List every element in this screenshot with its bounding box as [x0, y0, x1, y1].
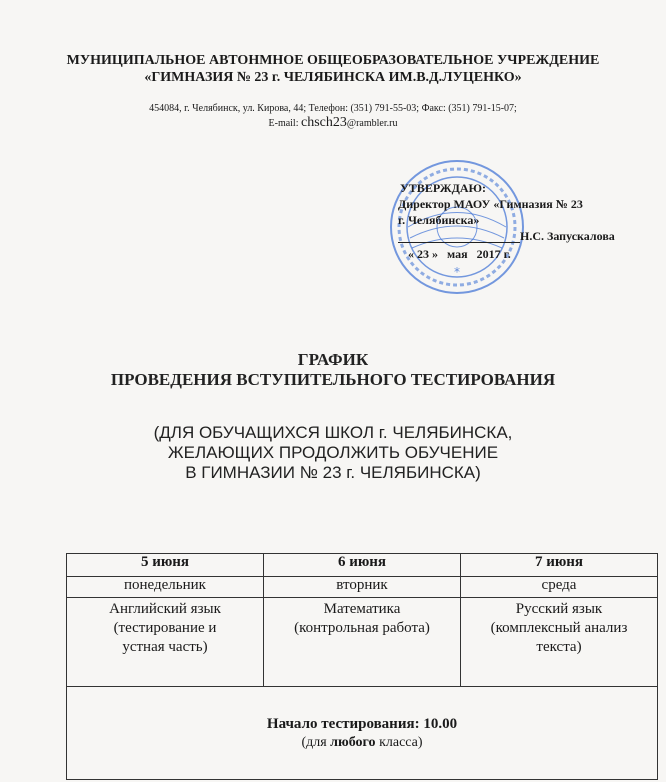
approval-date-day: « 23 » [408, 247, 438, 261]
stamp-asterisk: * [454, 265, 460, 279]
document-title-line1: ГРАФИК [297, 350, 369, 369]
document-subtitle-line1: (ДЛЯ ОБУЧАЩИХСЯ ШКОЛ г. ЧЕЛЯБИНСКА, [153, 423, 513, 442]
subject-name: Английский язык [109, 601, 221, 617]
subject-detail: (комплексный анализ [490, 620, 628, 636]
signature-line [398, 242, 520, 243]
schedule-date-cell: 5 июня [67, 554, 264, 577]
schedule-date-cell: 6 июня [264, 554, 461, 577]
subject-detail: текста) [536, 639, 582, 655]
schedule-dates-row [67, 554, 658, 577]
email-line [0, 116, 666, 130]
schedule-weekday-cell: понедельник [67, 577, 264, 598]
schedule-subject-cell [264, 598, 461, 687]
schedule-subjects-row [67, 598, 658, 687]
start-time-label: Начало тестирования: 10.00 [266, 716, 458, 732]
schedule-start-cell [67, 687, 658, 780]
subject-detail: (контрольная работа) [294, 620, 430, 636]
organization-name-line1: МУНИЦИПАЛЬНОЕ АВТОНМНОЕ ОБЩЕОБРАЗОВАТЕЛЬНОЕ УЧРЕЖДЕНИЕ [66, 53, 600, 68]
start-note-suffix: класса) [375, 735, 423, 750]
schedule-date-cell: 7 июня [461, 554, 658, 577]
schedule-subject-cell [461, 598, 658, 687]
subject-detail: (тестирование и [113, 620, 217, 636]
approval-signer: Н.С. Запускалова [520, 229, 615, 243]
schedule-weekday-cell: среда [461, 577, 658, 598]
approval-date-month: мая [447, 247, 468, 261]
approval-date-year: 2017 г. [476, 247, 511, 261]
approval-position: Директор МАОУ «Гимназия № 23 [398, 197, 583, 211]
start-note-emphasis: любого [330, 735, 376, 750]
email-domain: @rambler.ru [346, 118, 398, 129]
start-time-note [69, 734, 655, 752]
schedule-start-row [67, 687, 658, 780]
subject-detail: устная часть) [122, 639, 208, 655]
approval-organization: г. Челябинска» [398, 213, 480, 227]
email-prefix: E-mail: [268, 118, 301, 129]
start-note-prefix: (для [301, 735, 331, 750]
schedule-weekdays-row [67, 577, 658, 598]
subject-name: Русский язык [515, 601, 603, 617]
address-line: 454084, г. Челябинск, ул. Кирова, 44; Телефон: (351) 791-55-03; Факс: (351) 791-15-07; [149, 103, 517, 114]
document-subtitle-line2: ЖЕЛАЮЩИХ ПРОДОЛЖИТЬ ОБУЧЕНИЕ [167, 443, 499, 462]
document-title-line2: ПРОВЕДЕНИЯ ВСТУПИТЕЛЬНОГО ТЕСТИРОВАНИЯ [110, 370, 556, 389]
schedule-weekday-cell: вторник [264, 577, 461, 598]
approval-date [408, 246, 511, 262]
schedule-subject-cell [67, 598, 264, 687]
email-user: chsch23 [301, 115, 347, 130]
schedule-table [66, 553, 658, 780]
approval-heading: УТВЕРЖДАЮ: [400, 181, 487, 195]
subject-name: Математика [323, 601, 401, 617]
organization-name-line2: «ГИМНАЗИЯ № 23 г. ЧЕЛЯБИНСКА ИМ.В.Д.ЛУЦЕНКО» [144, 70, 522, 85]
document-subtitle-line3: В ГИМНАЗИИ № 23 г. ЧЕЛЯБИНСКА) [185, 463, 481, 482]
